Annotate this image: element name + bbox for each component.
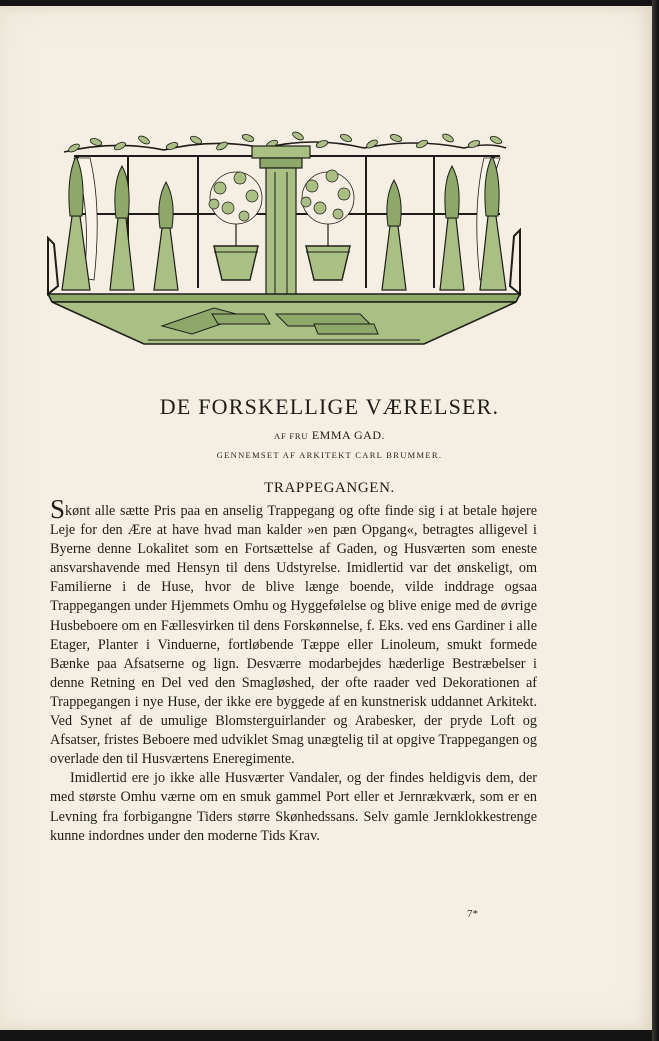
window-sill-edge bbox=[48, 294, 520, 302]
right-scroll-ornament bbox=[510, 230, 520, 294]
author-byline bbox=[0, 428, 659, 443]
paragraph-1-text: kønt alle sætte Pris paa en anselig Trappegang og ofte finde sig i at betale højere Leje for den Ære at have hvad man kalder »en pæn Opgang«, betragtes alligevel i Byerne denne Lokalitet som en Fortsættelse af Gaden, og Husværten som eneste ansvarshavende med Hensyn til dens Udstyrelse. Imidlertid var det ønskeligt, om Familierne i de Huse, hvor de blive længe boende, vilde inddrage ogsaa Trappegangen under Hjemmets Omhu og Hyggefølelse og blive enige med de øvrige Husbeboere om en Fællesvirken til dens Forskønnelse, f. Eks. ved ens Gardiner i alle Etager, Planter i Vinduerne, fortløbende Tæppe eller Linoleum, smukt formede Bænke paa Afsatserne og lign. Desværre modarbejdes hæderlige Bestræbelser i denne Retning en Del ved den Smagløshed, der ofte raader ved Dekorationen af Trappegangen i nye Huse, der ikke ere byggede af en kunstnerisk uddannet Arkitekt. Ved Synet af de umulige Blomsterguirlander og Arabesker, der pryde Loft og Afsatser, fristes Beboere med udviklet Smag unægtelig til at opgive Trappegangen og overlade den til Husværtens Eneregimente. bbox=[50, 503, 537, 768]
page-edge bbox=[652, 0, 659, 1041]
window-plants-vignette bbox=[44, 118, 524, 350]
signature-mark: 7* bbox=[467, 908, 478, 920]
left-scroll-ornament bbox=[48, 238, 58, 294]
window-sill-surface bbox=[52, 302, 516, 344]
paragraph-2: Imidlertid ere jo ikke alle Husværter Vandaler, og der findes heldigvis dem, der med største Omhu værne om en smuk gammel Port eller et Jernrækværk, som er en Levning fra forbigangne Tiders større Skønhedssans. Selv gamle Jernklokkestrenge kunne indordnes under den moderne Tids Krav. bbox=[50, 770, 537, 844]
author-name: EMMA GAD. bbox=[311, 428, 385, 442]
reviewed-by: GENNEMSET AF ARKITEKT CARL BRUMMER. bbox=[216, 450, 443, 460]
page-title: DE FORSKELLIGE VÆRELSER. bbox=[159, 394, 500, 419]
section-title: TRAPPEGANGEN. bbox=[264, 480, 395, 496]
byline-prefix: AF FRU bbox=[274, 431, 309, 441]
paragraph-1 bbox=[50, 494, 537, 769]
article-body bbox=[50, 494, 537, 846]
drop-cap: S bbox=[50, 494, 66, 524]
